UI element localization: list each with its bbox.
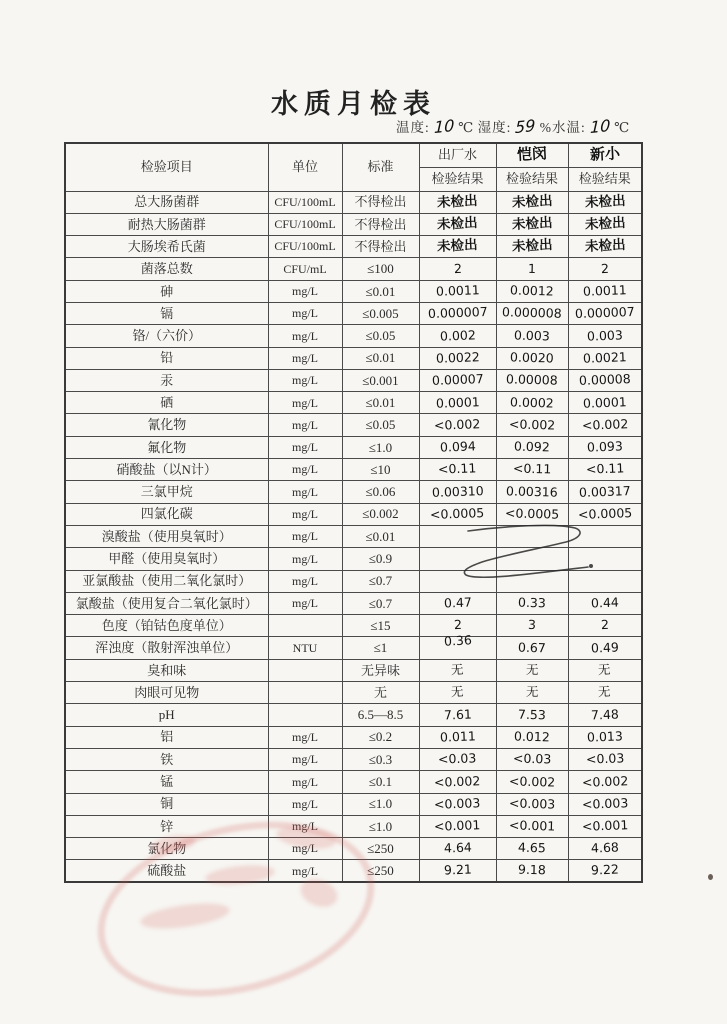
result-cell-site2: 未检出: [496, 236, 568, 258]
standard-cell: 不得检出: [342, 236, 419, 258]
item-cell: 三氯甲烷: [65, 481, 268, 503]
humidity-label: 湿度:: [477, 120, 512, 135]
result-cell-plant: 未检出: [419, 191, 496, 213]
result-cell-plant: <0.0005: [419, 503, 496, 525]
unit-cell: mg/L: [268, 771, 342, 793]
result-cell-site3: 0.0001: [568, 392, 642, 414]
unit-cell: mg/L: [268, 838, 342, 860]
result-cell-site2: <0.0005: [496, 503, 568, 525]
water-temp-label: 水温:: [551, 120, 586, 135]
item-cell: 耐热大肠菌群: [65, 213, 268, 235]
result-cell-site3: 0.44: [568, 592, 642, 614]
standard-cell: ≤0.01: [342, 392, 419, 414]
unit-cell: mg/L: [268, 325, 342, 347]
item-cell: 总大肠菌群: [65, 191, 268, 213]
unit-cell: CFU/100mL: [268, 191, 342, 213]
standard-cell: ≤0.01: [342, 347, 419, 369]
result-cell-site2: 0.092: [496, 436, 568, 458]
result-cell-site3: 未检出: [568, 213, 642, 235]
humidity-value: 59: [515, 115, 537, 138]
result-cell-site2: 9.18: [496, 860, 568, 882]
standard-cell: ≤0.001: [342, 369, 419, 391]
unit-cell: mg/L: [268, 548, 342, 570]
unit-cell: mg/L: [268, 481, 342, 503]
result-cell-site3: 0.0021: [568, 347, 642, 369]
standard-cell: ≤1: [342, 637, 419, 659]
item-cell: 浑浊度（散射浑浊单位）: [65, 637, 268, 659]
table-row: [65, 659, 642, 681]
table-row: [65, 548, 642, 570]
table-row: [65, 793, 642, 815]
standard-cell: ≤15: [342, 615, 419, 637]
water-temp-unit: ℃: [614, 120, 631, 135]
item-cell: 四氯化碳: [65, 503, 268, 525]
unit-cell: mg/L: [268, 726, 342, 748]
item-cell: 亚氯酸盐（使用二氧化氯时）: [65, 570, 268, 592]
result-cell-site3: 0.00317: [568, 481, 642, 503]
item-cell: 色度（铂钴色度单位）: [65, 615, 268, 637]
result-cell-site3: 2: [568, 258, 642, 280]
table-row: [65, 459, 642, 481]
result-cell-plant: <0.001: [419, 815, 496, 837]
page-title: 水质月检表: [271, 89, 436, 119]
table-row: [65, 503, 642, 525]
result-cell-site3: [568, 525, 642, 547]
header-result-3: 检验结果: [568, 167, 642, 191]
scan-speck: [708, 874, 713, 880]
item-cell: 氟化物: [65, 436, 268, 458]
standard-cell: ≤0.9: [342, 548, 419, 570]
table-row: [65, 615, 642, 637]
result-cell-site3: 0.000007: [568, 302, 642, 324]
result-cell-site3: 未检出: [568, 191, 642, 213]
result-cell-site2: <0.001: [496, 815, 568, 837]
temperature-value: 10: [433, 115, 455, 138]
standard-cell: ≤0.05: [342, 325, 419, 347]
result-cell-plant: 未检出: [419, 236, 496, 258]
result-cell-site2: 4.65: [496, 838, 568, 860]
unit-cell: mg/L: [268, 525, 342, 547]
table-row: [65, 280, 642, 302]
standard-cell: ≤1.0: [342, 436, 419, 458]
item-cell: 砷: [65, 280, 268, 302]
table-row: [65, 325, 642, 347]
result-cell-plant: [419, 570, 496, 592]
standard-cell: 无异味: [342, 659, 419, 681]
item-cell: 肉眼可见物: [65, 682, 268, 704]
result-cell-site2: 3: [496, 615, 568, 637]
unit-cell: mg/L: [268, 570, 342, 592]
standard-cell: ≤0.01: [342, 280, 419, 302]
result-cell-site3: 无: [568, 659, 642, 681]
standard-cell: ≤0.2: [342, 726, 419, 748]
item-cell: 氯酸盐（使用复合二氧化氯时）: [65, 592, 268, 614]
result-cell-site2: 0.0020: [496, 347, 568, 369]
item-cell: 铜: [65, 793, 268, 815]
table-row: [65, 392, 642, 414]
item-cell: 氯化物: [65, 838, 268, 860]
item-cell: 铁: [65, 748, 268, 770]
result-cell-site2: <0.002: [496, 414, 568, 436]
result-cell-plant: 0.002: [419, 325, 496, 347]
unit-cell: CFU/100mL: [268, 213, 342, 235]
result-cell-plant: 2: [419, 615, 496, 637]
unit-cell: mg/L: [268, 860, 342, 882]
table-row: [65, 481, 642, 503]
table-body: [65, 191, 642, 882]
item-cell: 锌: [65, 815, 268, 837]
header-site-2: 恺闵: [496, 143, 568, 167]
standard-cell: ≤10: [342, 459, 419, 481]
table-row: [65, 726, 642, 748]
unit-cell: mg/L: [268, 392, 342, 414]
result-cell-site3: <0.0005: [568, 503, 642, 525]
standard-cell: ≤250: [342, 838, 419, 860]
result-cell-plant: <0.11: [419, 459, 496, 481]
result-cell-site3: 0.00008: [568, 369, 642, 391]
standard-cell: 不得检出: [342, 191, 419, 213]
standard-cell: ≤0.002: [342, 503, 419, 525]
item-cell: 汞: [65, 369, 268, 391]
result-cell-site2: 0.33: [496, 592, 568, 614]
humidity-unit: %: [539, 120, 552, 135]
header-result-2: 检验结果: [496, 167, 568, 191]
item-cell: pH: [65, 704, 268, 726]
item-cell: 硒: [65, 392, 268, 414]
unit-cell: NTU: [268, 637, 342, 659]
table-row: [65, 369, 642, 391]
item-cell: 镉: [65, 302, 268, 324]
result-cell-plant: 无: [419, 682, 496, 704]
result-cell-site3: 无: [568, 682, 642, 704]
table-row: [65, 682, 642, 704]
table-row: [65, 347, 642, 369]
result-cell-site2: 未检出: [496, 213, 568, 235]
result-cell-site3: [568, 570, 642, 592]
table-row: [65, 771, 642, 793]
result-cell-site2: <0.002: [496, 771, 568, 793]
result-cell-plant: 9.21: [419, 860, 496, 882]
unit-cell: [268, 704, 342, 726]
unit-cell: mg/L: [268, 503, 342, 525]
result-cell-site2: <0.11: [496, 459, 568, 481]
result-cell-plant: <0.03: [419, 748, 496, 770]
table-row: [65, 236, 642, 258]
result-cell-site2: 无: [496, 682, 568, 704]
unit-cell: mg/L: [268, 815, 342, 837]
result-cell-plant: 0.0001: [419, 392, 496, 414]
result-cell-site2: 0.00008: [496, 369, 568, 391]
unit-cell: mg/L: [268, 414, 342, 436]
header-unit: 单位: [268, 143, 342, 191]
result-cell-site2: <0.03: [496, 748, 568, 770]
table-row: [65, 191, 642, 213]
header-result-1: 检验结果: [419, 167, 496, 191]
result-cell-site3: 9.22: [568, 860, 642, 882]
result-cell-site3: 0.093: [568, 436, 642, 458]
table-row: [65, 525, 642, 547]
unit-cell: [268, 659, 342, 681]
result-cell-site2: 7.53: [496, 704, 568, 726]
standard-cell: ≤0.05: [342, 414, 419, 436]
result-cell-plant: [419, 525, 496, 547]
table-row: [65, 213, 642, 235]
result-cell-site3: 0.49: [568, 637, 642, 659]
result-cell-site3: 7.48: [568, 704, 642, 726]
result-cell-site2: 0.000008: [496, 302, 568, 324]
standard-cell: ≤0.01: [342, 525, 419, 547]
result-cell-site3: 0.003: [568, 325, 642, 347]
result-cell-plant: <0.002: [419, 414, 496, 436]
unit-cell: mg/L: [268, 748, 342, 770]
temperature-label: 温度:: [396, 120, 430, 135]
water-temp-value: 10: [589, 115, 611, 138]
item-cell: 大肠埃希氏菌: [65, 236, 268, 258]
header-item: 检验项目: [65, 143, 268, 191]
table-row: [65, 815, 642, 837]
result-cell-plant: 未检出: [419, 213, 496, 235]
unit-cell: [268, 682, 342, 704]
result-cell-plant: 0.00007: [419, 369, 496, 391]
unit-cell: mg/L: [268, 347, 342, 369]
item-cell: 锰: [65, 771, 268, 793]
item-cell: 铬/（六价）: [65, 325, 268, 347]
standard-cell: 无: [342, 682, 419, 704]
result-cell-site2: 0.012: [496, 726, 568, 748]
temperature-unit: ℃: [458, 120, 475, 135]
table-row: [65, 592, 642, 614]
standard-cell: ≤100: [342, 258, 419, 280]
unit-cell: [268, 615, 342, 637]
result-cell-plant: 2: [419, 258, 496, 280]
result-cell-plant: 0.000007: [419, 302, 496, 324]
standard-cell: ≤250: [342, 860, 419, 882]
header-standard: 标准: [342, 143, 419, 191]
result-cell-site3: <0.11: [568, 459, 642, 481]
result-cell-site3: 0.0011: [568, 280, 642, 302]
standard-cell: ≤0.06: [342, 481, 419, 503]
result-cell-site3: <0.003: [568, 793, 642, 815]
unit-cell: mg/L: [268, 592, 342, 614]
result-cell-plant: 0.00310: [419, 481, 496, 503]
result-cell-site2: 无: [496, 659, 568, 681]
result-cell-site2: 1: [496, 258, 568, 280]
result-cell-site3: 2: [568, 615, 642, 637]
table-header: [65, 143, 642, 191]
result-cell-site3: [568, 548, 642, 570]
inspection-table: [64, 142, 641, 883]
unit-cell: mg/L: [268, 369, 342, 391]
unit-cell: CFU/mL: [268, 258, 342, 280]
table-row: [65, 570, 642, 592]
unit-cell: mg/L: [268, 436, 342, 458]
table-row: [65, 436, 642, 458]
item-cell: 氰化物: [65, 414, 268, 436]
item-cell: 铝: [65, 726, 268, 748]
result-cell-site2: [496, 525, 568, 547]
result-cell-plant: 无: [419, 659, 496, 681]
result-cell-site2: 0.003: [496, 325, 568, 347]
table-row: [65, 258, 642, 280]
result-cell-site2: 未检出: [496, 191, 568, 213]
result-cell-plant: 0.47: [419, 592, 496, 614]
result-cell-plant: <0.003: [419, 793, 496, 815]
result-cell-site2: 0.67: [496, 637, 568, 659]
table-row: [65, 302, 642, 324]
standard-cell: ≤0.7: [342, 592, 419, 614]
item-cell: 甲醛（使用臭氧时）: [65, 548, 268, 570]
result-cell-plant: [419, 548, 496, 570]
item-cell: 铅: [65, 347, 268, 369]
table-row: [65, 637, 642, 659]
result-cell-plant: 7.61: [419, 704, 496, 726]
table-row: [65, 414, 642, 436]
result-cell-site2: 0.0012: [496, 280, 568, 302]
unit-cell: mg/L: [268, 302, 342, 324]
result-cell-site2: [496, 570, 568, 592]
standard-cell: 不得检出: [342, 213, 419, 235]
result-cell-site2: 0.0002: [496, 392, 568, 414]
standard-cell: 6.5—8.5: [342, 704, 419, 726]
item-cell: 溴酸盐（使用臭氧时）: [65, 525, 268, 547]
header-site-3: 新小: [568, 143, 642, 167]
result-cell-plant: 0.0011: [419, 280, 496, 302]
unit-cell: mg/L: [268, 280, 342, 302]
table-row: [65, 748, 642, 770]
result-cell-site3: 未检出: [568, 236, 642, 258]
standard-cell: ≤1.0: [342, 793, 419, 815]
item-cell: 菌落总数: [65, 258, 268, 280]
result-cell-site2: [496, 548, 568, 570]
unit-cell: mg/L: [268, 459, 342, 481]
header-site-plant: 出厂水: [419, 143, 496, 167]
result-cell-site3: <0.001: [568, 815, 642, 837]
standard-cell: ≤0.7: [342, 570, 419, 592]
result-cell-plant: 0.36: [419, 637, 496, 659]
result-cell-site3: <0.002: [568, 771, 642, 793]
unit-cell: mg/L: [268, 793, 342, 815]
result-cell-plant: <0.002: [419, 771, 496, 793]
result-cell-plant: 0.011: [419, 726, 496, 748]
result-cell-site3: 4.68: [568, 838, 642, 860]
result-cell-plant: 0.0022: [419, 347, 496, 369]
standard-cell: ≤0.005: [342, 302, 419, 324]
result-cell-plant: 4.64: [419, 838, 496, 860]
item-cell: 硝酸盐（以N计）: [65, 459, 268, 481]
result-cell-plant: 0.094: [419, 436, 496, 458]
item-cell: 硫酸盐: [65, 860, 268, 882]
result-cell-site2: <0.003: [496, 793, 568, 815]
standard-cell: ≤1.0: [342, 815, 419, 837]
standard-cell: ≤0.3: [342, 748, 419, 770]
result-cell-site3: <0.03: [568, 748, 642, 770]
environment-readings: [396, 116, 716, 136]
item-cell: 臭和味: [65, 659, 268, 681]
result-cell-site3: <0.002: [568, 414, 642, 436]
result-cell-site3: 0.013: [568, 726, 642, 748]
table-row: [65, 704, 642, 726]
result-cell-site2: 0.00316: [496, 481, 568, 503]
unit-cell: CFU/100mL: [268, 236, 342, 258]
standard-cell: ≤0.1: [342, 771, 419, 793]
